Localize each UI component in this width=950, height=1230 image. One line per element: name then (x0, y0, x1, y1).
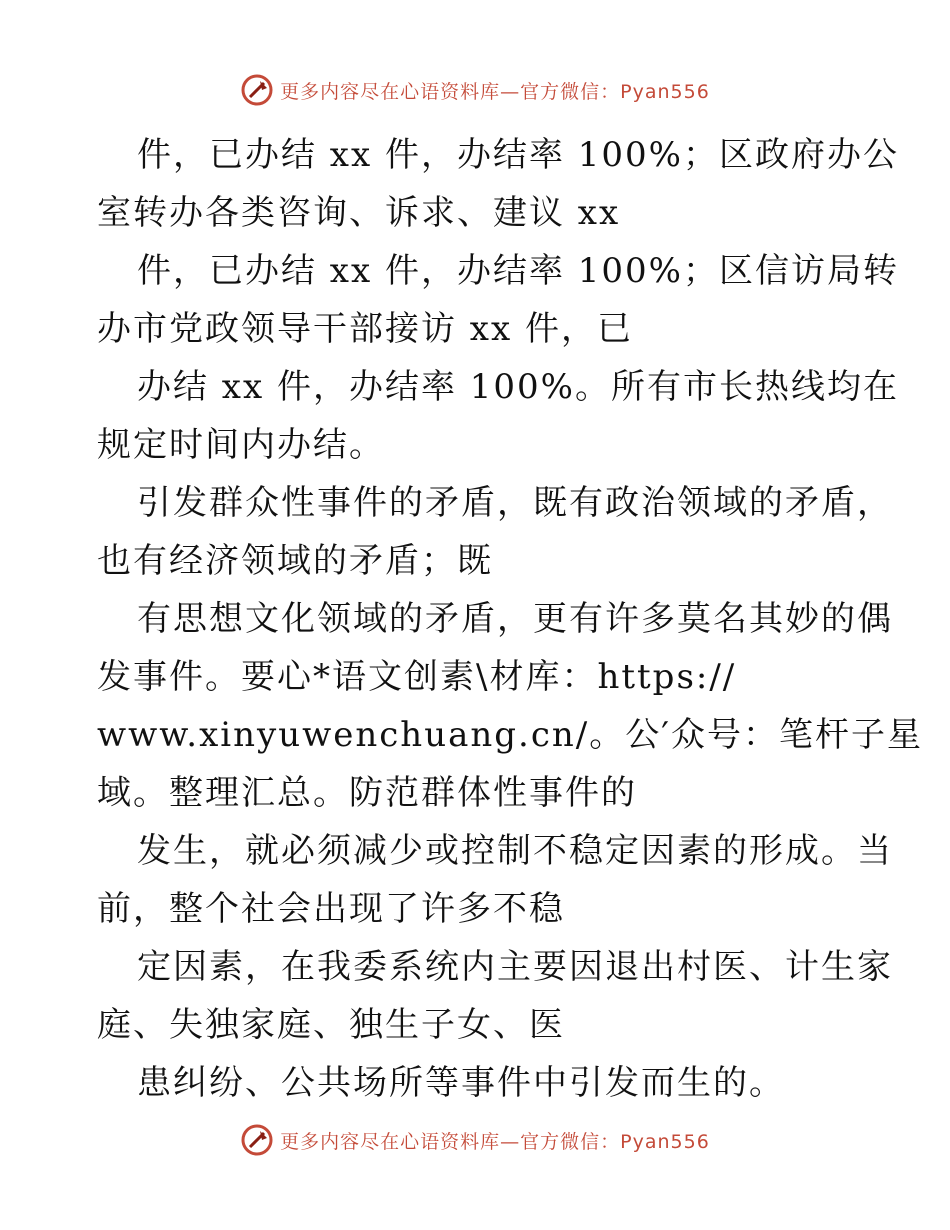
header-banner (0, 70, 950, 110)
text-line: 办结 xx 件，办结率 100%。所有市长热线均在 (137, 367, 899, 407)
document-body (97, 126, 923, 1112)
banner-text (280, 1127, 710, 1154)
text-line: 域。整理汇总。防范群体性事件的 (97, 773, 637, 813)
text-line: 患纠纷、公共场所等事件中引发而生的。 (137, 1063, 785, 1103)
text-line: 室转办各类咨询、诉求、建议 xx (97, 193, 621, 233)
text-line: 件，已办结 xx 件，办结率 100%；区政府办公 (137, 135, 899, 175)
banner-text (280, 77, 710, 104)
brand-logo-icon (240, 1123, 274, 1157)
text-line: 也有经济领域的矛盾；既 (97, 541, 493, 581)
text-line: 办市党政领导干部接访 xx 件，已 (97, 309, 633, 349)
banner-contact: 官方微信：Pyan556 (520, 80, 710, 103)
banner-separator: — (500, 1130, 521, 1153)
banner-slogan: 更多内容尽在心语资料库 (280, 80, 501, 103)
text-line: www.xinyuwenchuang.cn/。公′众号：笔杆子星 (97, 715, 923, 755)
text-line: 定因素，在我委系统内主要因退出村医、计生家 (137, 947, 893, 987)
text-line: 引发群众性事件的矛盾，既有政治领域的矛盾， (137, 483, 893, 523)
banner-slogan: 更多内容尽在心语资料库 (280, 1130, 501, 1153)
text-line: 件，已办结 xx 件，办结率 100%；区信访局转 (137, 251, 899, 291)
brand-logo-icon (240, 73, 274, 107)
text-line: 前，整个社会出现了许多不稳 (97, 889, 565, 929)
text-line: 有思想文化领域的矛盾，更有许多莫名其妙的偶 (137, 599, 893, 639)
banner-separator: — (500, 80, 521, 103)
text-line: 庭、失独家庭、独生子女、医 (97, 1005, 565, 1045)
banner-contact: 官方微信：Pyan556 (520, 1130, 710, 1153)
text-line: 发生，就必须减少或控制不稳定因素的形成。当 (137, 831, 893, 871)
text-line: 发事件。要心*语文创素\材库：https:// (97, 657, 737, 697)
footer-banner (0, 1120, 950, 1160)
text-line: 规定时间内办结。 (97, 425, 385, 465)
